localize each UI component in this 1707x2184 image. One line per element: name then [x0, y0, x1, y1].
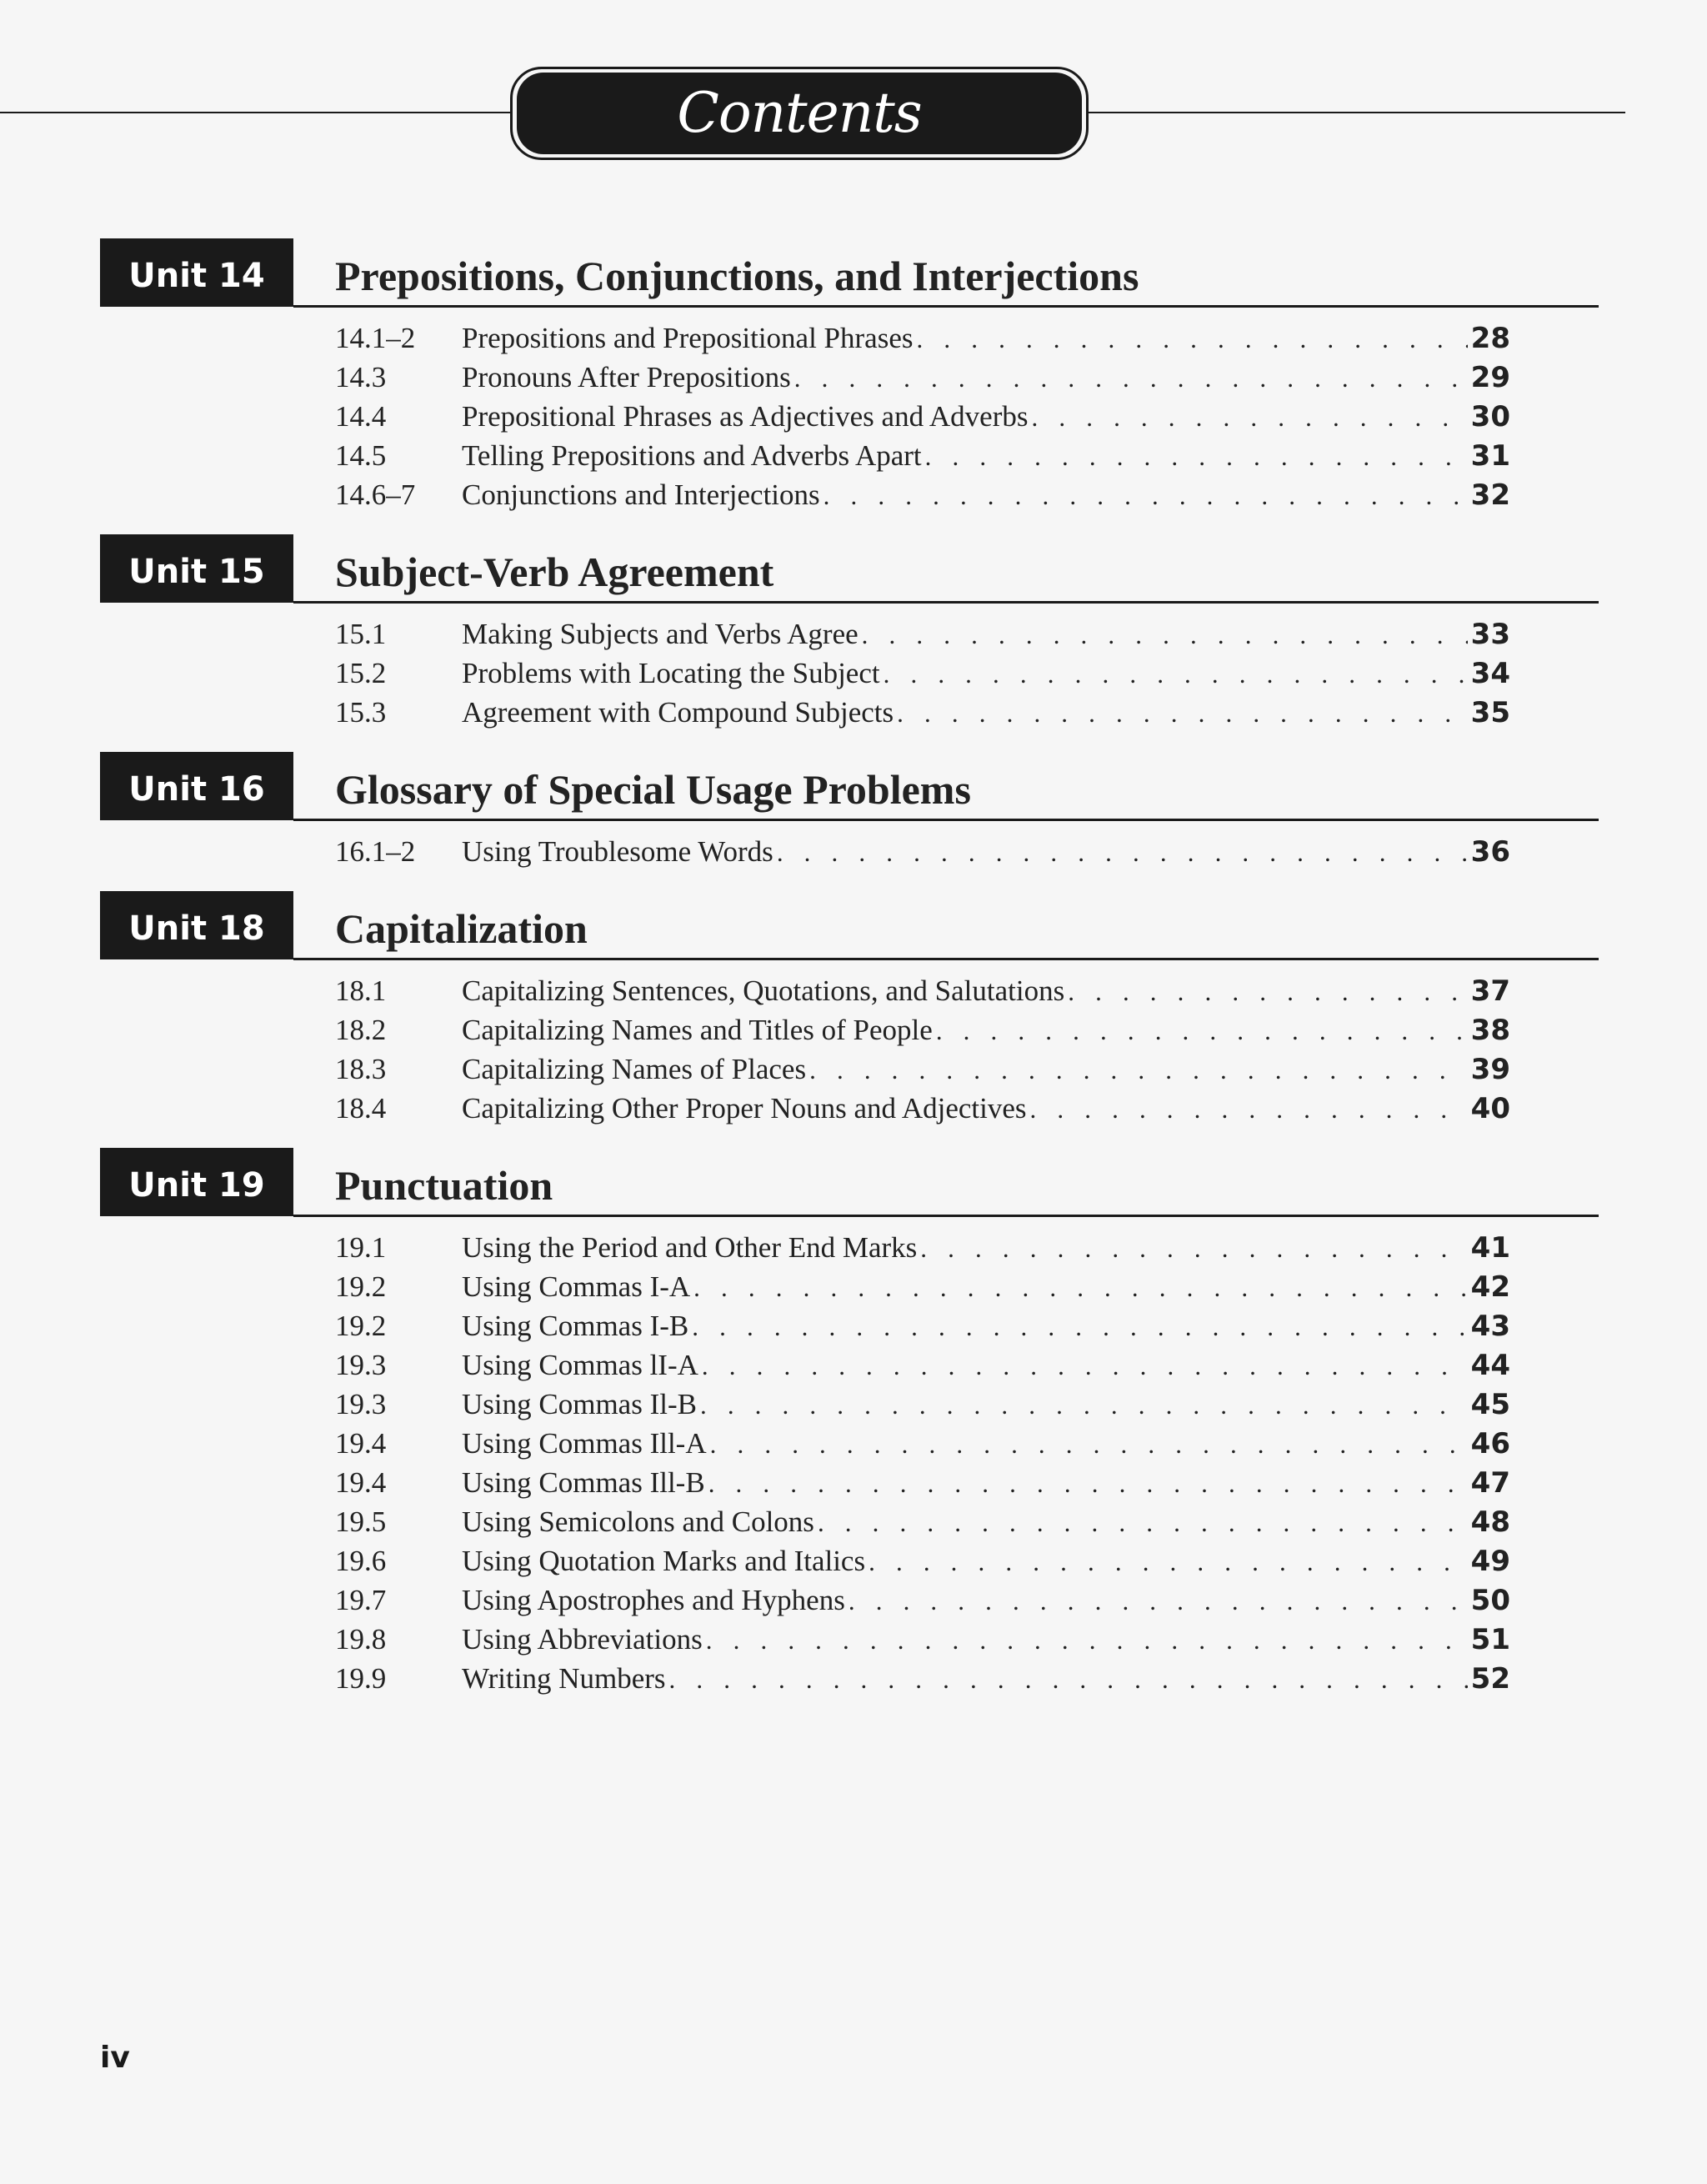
unit-tab: Unit 16 — [100, 752, 293, 820]
toc-entry[interactable] — [335, 693, 1510, 732]
entry-list — [335, 614, 1510, 732]
entry-label: Using Quotation Marks and Italics — [462, 1545, 866, 1577]
entry-number: 19.3 — [335, 1388, 387, 1420]
toc-entry[interactable] — [335, 318, 1510, 358]
toc-entry[interactable] — [335, 1580, 1510, 1620]
entry-label: Writing Numbers — [462, 1662, 666, 1695]
dot-leader — [884, 654, 1468, 694]
entry-list — [335, 971, 1510, 1128]
unit-rule — [293, 305, 1599, 308]
unit-rule — [293, 819, 1599, 821]
entry-page: 51 — [1470, 1623, 1510, 1656]
entry-label: Using Commas lI-A — [462, 1349, 698, 1381]
entry-label: Using Commas Ill-B — [462, 1466, 705, 1499]
page-title: Contents — [517, 73, 1082, 154]
entry-page: 50 — [1470, 1584, 1510, 1617]
toc-entry[interactable] — [335, 1010, 1510, 1049]
entry-number: 19.4 — [335, 1427, 387, 1460]
entry-page: 35 — [1470, 696, 1510, 729]
toc-entry[interactable] — [335, 1502, 1510, 1541]
entry-page: 28 — [1470, 322, 1510, 355]
dot-leader — [823, 476, 1468, 515]
dot-leader — [777, 833, 1468, 872]
dot-leader — [1068, 972, 1467, 1011]
unit-tab: Unit 15 — [100, 534, 293, 603]
entry-number: 14.3 — [335, 361, 387, 393]
toc-entry[interactable] — [335, 1228, 1510, 1267]
unit-title: Prepositions, Conjunctions, and Interjections — [335, 253, 1139, 299]
entry-page: 46 — [1470, 1427, 1510, 1460]
entry-page: 36 — [1470, 835, 1510, 869]
dot-leader — [869, 1542, 1468, 1581]
entry-page: 44 — [1470, 1349, 1510, 1382]
toc-entry[interactable] — [335, 1620, 1510, 1659]
entry-page: 29 — [1470, 361, 1510, 394]
entry-page: 48 — [1470, 1505, 1510, 1539]
entry-label: Prepositional Phrases as Adjectives and Adverbs — [462, 400, 1029, 433]
toc-entry[interactable] — [335, 358, 1510, 397]
dot-leader — [809, 1050, 1468, 1089]
entry-label: Using Apostrophes and Hyphens — [462, 1584, 845, 1616]
unit-title: Glossary of Special Usage Problems — [335, 766, 971, 813]
toc-entry[interactable] — [335, 1267, 1510, 1306]
entry-page: 31 — [1470, 439, 1510, 473]
unit-rule — [293, 958, 1599, 960]
entry-number: 19.4 — [335, 1466, 387, 1499]
entry-label: Capitalizing Sentences, Quotations, and Salutations — [462, 974, 1065, 1007]
entry-number: 15.2 — [335, 657, 387, 689]
entry-page: 49 — [1470, 1545, 1510, 1578]
entry-list — [335, 1228, 1510, 1698]
unit-title: Punctuation — [335, 1162, 553, 1209]
entry-page: 41 — [1470, 1231, 1510, 1265]
entry-label: Using Commas Ill-A — [462, 1427, 707, 1460]
entry-label: Telling Prepositions and Adverbs Apart — [462, 439, 922, 472]
entry-number: 19.2 — [335, 1310, 387, 1342]
unit-rule — [293, 1215, 1599, 1217]
toc-entry[interactable] — [335, 475, 1510, 514]
toc-entry[interactable] — [335, 1385, 1510, 1424]
dot-leader — [917, 319, 1468, 358]
unit-title: Subject-Verb Agreement — [335, 549, 774, 595]
toc-entry[interactable] — [335, 436, 1510, 475]
toc-entry[interactable] — [335, 1049, 1510, 1089]
dot-leader — [794, 358, 1468, 398]
entry-number: 14.4 — [335, 400, 387, 433]
entry-page: 37 — [1470, 974, 1510, 1008]
toc-entry[interactable] — [335, 1541, 1510, 1580]
entry-number: 18.4 — [335, 1092, 387, 1125]
dot-leader — [920, 1229, 1467, 1268]
dot-leader — [818, 1503, 1468, 1542]
dot-leader — [693, 1268, 1468, 1307]
unit-rule — [293, 601, 1599, 604]
toc-entry[interactable] — [335, 1424, 1510, 1463]
toc-entry[interactable] — [335, 654, 1510, 693]
toc-entry[interactable] — [335, 1463, 1510, 1502]
entry-label: Capitalizing Names of Places — [462, 1053, 807, 1085]
entry-page: 32 — [1470, 478, 1510, 512]
entry-label: Making Subjects and Verbs Agree — [462, 618, 859, 650]
entry-page: 40 — [1470, 1092, 1510, 1125]
unit-tab: Unit 14 — [100, 238, 293, 307]
entry-number: 19.3 — [335, 1349, 387, 1381]
toc-entry[interactable] — [335, 832, 1510, 871]
toc-entry[interactable] — [335, 1659, 1510, 1698]
entry-label: Problems with Locating the Subject — [462, 657, 880, 689]
toc-entry[interactable] — [335, 971, 1510, 1010]
dot-leader — [706, 1620, 1468, 1660]
entry-page: 42 — [1470, 1270, 1510, 1304]
entry-number: 19.5 — [335, 1505, 387, 1538]
entry-label: Pronouns After Prepositions — [462, 361, 791, 393]
dot-leader — [700, 1385, 1468, 1425]
entry-page: 30 — [1470, 400, 1510, 433]
entry-number: 15.3 — [335, 696, 387, 729]
toc-entry[interactable] — [335, 1089, 1510, 1128]
toc-entry[interactable] — [335, 614, 1510, 654]
entry-number: 19.9 — [335, 1662, 387, 1695]
entry-label: Capitalizing Other Proper Nouns and Adjectives — [462, 1092, 1027, 1125]
entry-number: 19.6 — [335, 1545, 387, 1577]
entry-number: 18.2 — [335, 1014, 387, 1046]
unit-title: Capitalization — [335, 905, 588, 952]
entry-number: 19.2 — [335, 1270, 387, 1303]
entry-label: Agreement with Compound Subjects — [462, 696, 894, 729]
entry-page: 39 — [1470, 1053, 1510, 1086]
toc-entry[interactable] — [335, 1306, 1510, 1345]
dot-leader — [925, 437, 1468, 476]
entry-page: 34 — [1470, 657, 1510, 690]
entry-label: Using Commas Il-B — [462, 1388, 697, 1420]
entry-number: 19.8 — [335, 1623, 387, 1656]
entry-list — [335, 318, 1510, 514]
entry-number: 14.5 — [335, 439, 387, 472]
entry-number: 19.7 — [335, 1584, 387, 1616]
entry-number: 14.6–7 — [335, 478, 416, 511]
entry-number: 18.3 — [335, 1053, 387, 1085]
dot-leader — [710, 1425, 1468, 1464]
entry-number: 19.1 — [335, 1231, 387, 1264]
entry-label: Using Abbreviations — [462, 1623, 703, 1656]
dot-leader — [708, 1464, 1468, 1503]
entry-label: Using the Period and Other End Marks — [462, 1231, 918, 1264]
dot-leader — [692, 1307, 1467, 1346]
entry-label: Using Commas I-B — [462, 1310, 689, 1342]
entry-number: 16.1–2 — [335, 835, 416, 868]
dot-leader — [862, 615, 1468, 654]
entry-label: Using Troublesome Words — [462, 835, 773, 868]
entry-label: Conjunctions and Interjections — [462, 478, 820, 511]
dot-leader — [897, 694, 1468, 733]
dot-leader — [1030, 1089, 1468, 1129]
entry-page: 45 — [1470, 1388, 1510, 1421]
entry-label: Capitalizing Names and Titles of People — [462, 1014, 933, 1046]
entry-number: 14.1–2 — [335, 322, 416, 354]
toc-entry[interactable] — [335, 1345, 1510, 1385]
entry-label: Using Commas I-A — [462, 1270, 691, 1303]
dot-leader — [702, 1346, 1468, 1385]
entry-number: 18.1 — [335, 974, 387, 1007]
dot-leader — [669, 1660, 1468, 1699]
entry-page: 33 — [1470, 618, 1510, 651]
entry-page: 43 — [1470, 1310, 1510, 1343]
entry-list — [335, 832, 1510, 871]
unit-tab: Unit 19 — [100, 1148, 293, 1216]
entry-number: 15.1 — [335, 618, 387, 650]
dot-leader — [1031, 398, 1467, 437]
entry-page: 38 — [1470, 1014, 1510, 1047]
page-number: iv — [100, 2041, 130, 2075]
entry-label: Prepositions and Prepositional Phrases — [462, 322, 914, 354]
dot-leader — [848, 1581, 1468, 1620]
entry-page: 52 — [1470, 1662, 1510, 1696]
unit-tab: Unit 18 — [100, 891, 293, 959]
toc-entry[interactable] — [335, 397, 1510, 436]
entry-label: Using Semicolons and Colons — [462, 1505, 814, 1538]
entry-page: 47 — [1470, 1466, 1510, 1500]
dot-leader — [936, 1011, 1468, 1050]
